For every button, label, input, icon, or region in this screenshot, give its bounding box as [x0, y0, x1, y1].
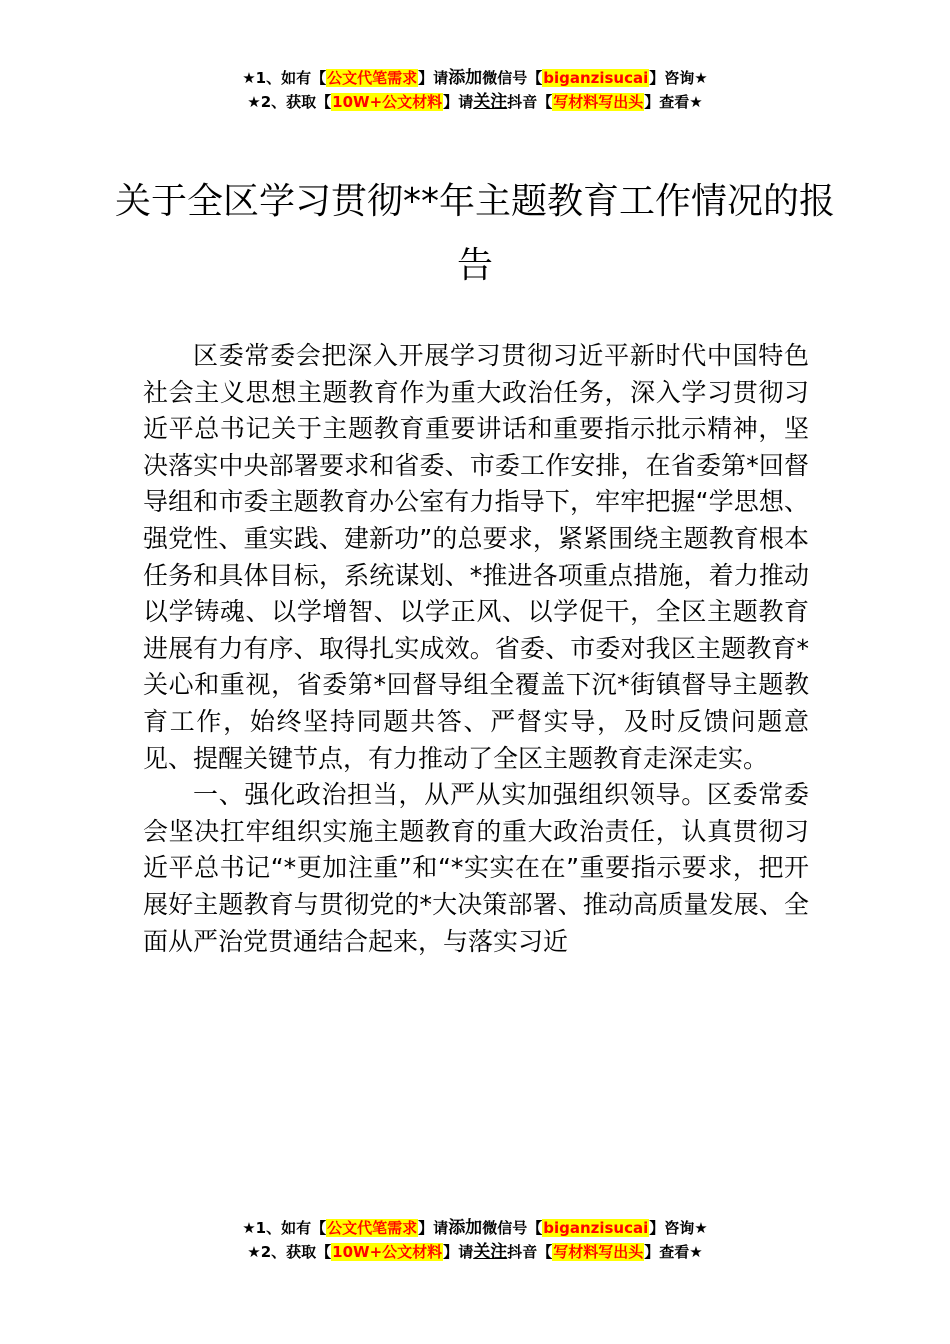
bracket-close: 】 [644, 93, 660, 111]
bracket-open: 【 [311, 1219, 327, 1237]
bracket-close: 】 [418, 69, 434, 87]
banner-text-underlined: 关注 [473, 92, 508, 112]
highlight-wechat-id: biganzisucai [543, 1219, 649, 1237]
banner-suffix: 查看★ [659, 1243, 703, 1261]
paragraph-section-one: 一、强化政治担当，从严从实加强组织领导。区委常委会坚决扛牢组织实施主题教育的重大政治责任，认真贯彻习近平总书记“*更加注重”和“*实实在在”重要指示要求，把开展好主题教育与贯彻党的*大决策部署、推动高质量发展、全面从严治党贯通结合起来，与落实习近 [143, 780, 809, 956]
bracket-open: 【 [527, 1219, 543, 1237]
banner-prefix: ★1、如有 [242, 69, 312, 87]
banner-text: 微信号 [482, 1219, 528, 1237]
bracket-close: 】 [649, 1219, 665, 1237]
bracket-open: 【 [316, 1243, 332, 1261]
bracket-close: 】 [649, 69, 665, 87]
banner-text: 抖音 [507, 1243, 538, 1261]
bracket-close: 】 [443, 1243, 459, 1261]
banner-text-underlined: 关注 [473, 1242, 508, 1262]
banner-suffix: 查看★ [659, 93, 703, 111]
banner-line-2 [0, 1240, 950, 1264]
paragraph-intro: 区委常委会把深入开展学习贯彻习近平新时代中国特色社会主义思想主题教育作为重大政治任务，深入学习贯彻习近平总书记关于主题教育重要讲话和重要指示批示精神，坚决落实中央部署要求和省委、市委工作安排，在省委第*回督导组和市委主题教育办公室有力指导下，牢牢把握“学思想、强党性、重实践、建新功”的总要求，紧紧围绕主题教育根本任务和具体目标，系统谋划、*推进各项重点措施，着力推动以学铸魂、以学增智、以学正风、以学促干，全区主题教育进展有力有序、取得扎实成效。省委、市委对我区主题教育*关心和重视，省委第*回督导组全覆盖下沉*街镇督导主题教育工作，始终坚持同题共答、严督实导，及时反馈问题意见、提醒关键节点，有力推动了全区主题教育走深走实。 [143, 341, 809, 773]
banner-prefix: ★2、获取 [247, 1243, 317, 1261]
highlight-materials: 10W+公文材料 [332, 1243, 443, 1261]
banner-line-1 [0, 1216, 950, 1240]
footer-banner [0, 1216, 950, 1264]
banner-prefix: ★2、获取 [247, 93, 317, 111]
header-banner [0, 66, 950, 114]
bracket-close: 】 [418, 1219, 434, 1237]
highlight-douyin-account: 写材料写出头 [553, 93, 644, 111]
highlight-wechat-id: biganzisucai [543, 69, 649, 87]
highlight-ghostwriting: 公文代笔需求 [327, 1219, 418, 1237]
banner-text: 微信号 [482, 69, 528, 87]
banner-suffix: 咨询★ [664, 1219, 708, 1237]
document-title: 关于全区学习贯彻**年主题教育工作情况的报告 [114, 181, 835, 286]
banner-text: 请 [458, 93, 474, 111]
bracket-open: 【 [537, 93, 553, 111]
bracket-close: 】 [644, 1243, 660, 1261]
highlight-materials: 10W+公文材料 [332, 93, 443, 111]
banner-text-big: 添加 [448, 1218, 483, 1238]
highlight-douyin-account: 写材料写出头 [553, 1243, 644, 1261]
bracket-open: 【 [527, 69, 543, 87]
banner-text: 抖音 [507, 93, 538, 111]
banner-prefix: ★1、如有 [242, 1219, 312, 1237]
highlight-ghostwriting: 公文代笔需求 [327, 69, 418, 87]
document-body [143, 338, 809, 960]
bracket-open: 【 [537, 1243, 553, 1261]
bracket-open: 【 [316, 93, 332, 111]
bracket-close: 】 [443, 93, 459, 111]
banner-line-2 [0, 90, 950, 114]
banner-line-1 [0, 66, 950, 90]
bracket-open: 【 [311, 69, 327, 87]
banner-text: 请 [458, 1243, 474, 1261]
banner-text-big: 添加 [448, 68, 483, 88]
banner-text: 请 [433, 69, 449, 87]
banner-suffix: 咨询★ [664, 69, 708, 87]
banner-text: 请 [433, 1219, 449, 1237]
